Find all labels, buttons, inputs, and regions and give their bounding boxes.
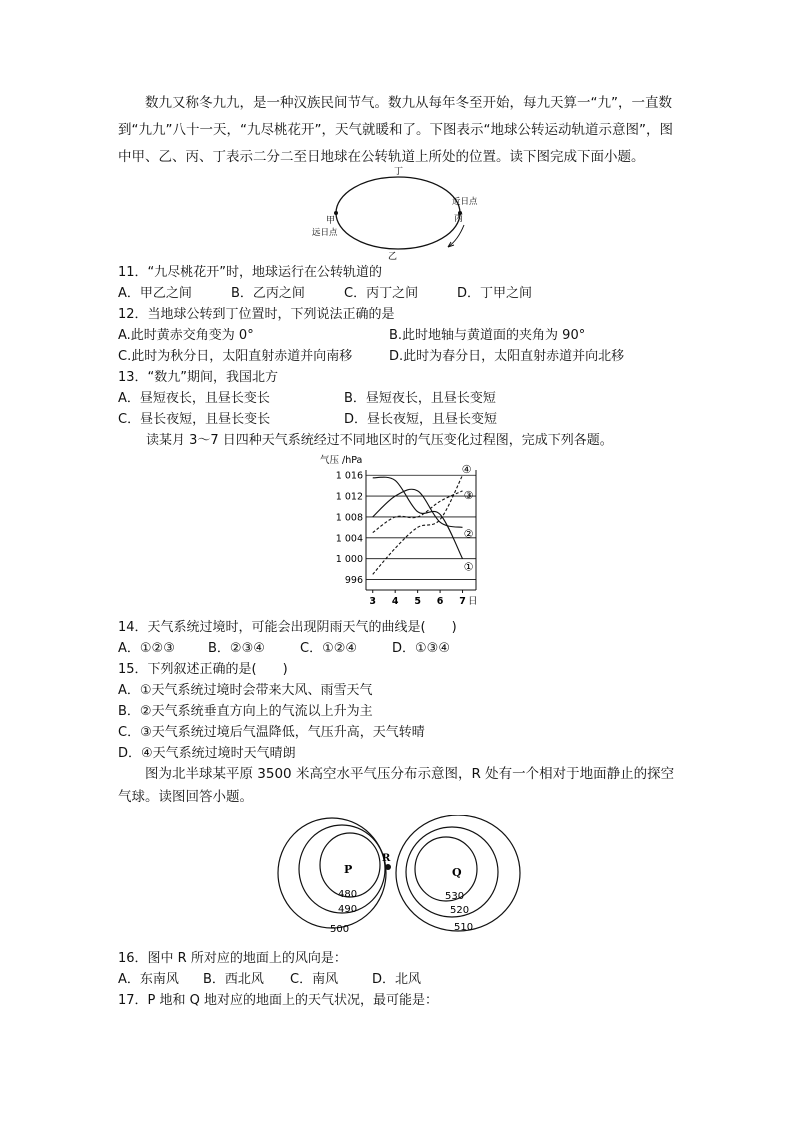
balloon-r-point	[385, 864, 391, 870]
orbit-diagram	[300, 165, 500, 265]
q14-option-a[interactable]: A．①②③	[118, 641, 175, 656]
q11-stem: 11．“九尽桃花开”时，地球运行在公转轨道的	[118, 265, 383, 280]
label-510: 510	[454, 922, 474, 933]
q17-stem: 17．P 地和 Q 地对应的地面上的天气状况，最可能是：	[118, 993, 439, 1008]
q12-option-d[interactable]: D.此时为春分日，太阳直射赤道并向北移	[389, 349, 625, 364]
q16-stem: 16．图中 R 所对应的地面上的风向是：	[118, 951, 347, 966]
q13-option-d[interactable]: D．昼长夜短，且昼长变短	[344, 412, 498, 427]
chart-series-label: ③	[463, 488, 474, 502]
q16-option-c[interactable]: C．南风	[290, 972, 339, 987]
chart-x-tick-label: 5	[414, 596, 421, 607]
chart-x-tick-label: 3	[369, 596, 377, 607]
chart-y-tick-label: 1 012	[335, 491, 363, 503]
pressure-chart	[308, 452, 488, 608]
label-480: 480	[338, 889, 358, 900]
q13-option-c[interactable]: C．昼长夜短，且昼长变长	[118, 412, 271, 427]
label-500: 500	[330, 924, 350, 935]
q14-stem: 14．天气系统过境时，可能会出现阴雨天气的曲线是( )	[118, 620, 457, 635]
q13-option-b[interactable]: B．昼短夜长，且昼长变短	[344, 391, 496, 406]
q15-stem: 15．下列叙述正确的是( )	[118, 662, 288, 677]
q12-stem: 12．当地球公转到丁位置时，下列说法正确的是	[118, 307, 395, 322]
q11-option-d[interactable]: D．丁甲之间	[457, 286, 533, 301]
label-p: P	[344, 863, 353, 876]
label-q: Q	[452, 866, 462, 879]
orbit-label-yi: 乙	[388, 252, 398, 262]
q15-option-a[interactable]: A．①天气系统过境时会带来大风、雨雪天气	[118, 683, 373, 698]
orbit-ellipse	[336, 177, 460, 249]
chart-y-tick-label: 1 008	[335, 512, 363, 524]
q14-option-b[interactable]: B．②③④	[208, 641, 265, 656]
chart-x-tick-label: 6	[436, 596, 444, 607]
chart-y-axis-label: 气压 /hPa	[320, 455, 363, 466]
chart-x-tick-label: 4	[391, 596, 399, 607]
label-530: 530	[445, 891, 465, 902]
q15-option-b[interactable]: B．②天气系统垂直方向上的气流以上升为主	[118, 704, 373, 719]
label-r: R	[382, 853, 391, 864]
orbit-label-aphelion: 远日点	[312, 228, 338, 238]
earth-position-aphelion	[334, 211, 338, 215]
q13-stem: 13．“数九”期间，我国北方	[118, 370, 279, 385]
q13-option-a[interactable]: A．昼短夜长，且昼长变长	[118, 391, 270, 406]
q12-option-c[interactable]: C.此时为秋分日，太阳直射赤道并向南移	[118, 349, 353, 364]
intro-paragraph-1: 数九又称冬九九，是一种汉族民间节气。数九从每年冬至开始，每九天算一“九”，一直数到“九九”八十一天，“九尽桃花开”，天气就暖和了。下图表示“地球公转运动轨道示意图”，图中甲、乙、丙、丁表示二分二至日地球在公转轨道上所处的位置。读下图完成下面小题。	[118, 95, 673, 165]
intro-paragraph-3: 图为北半球某平原 3500 米高空水平气压分布示意图，R 处有一个相对于地面静止的探空气球。读图回答小题。	[118, 766, 675, 805]
q12-option-a[interactable]: A.此时黄赤交角变为 0°	[118, 328, 254, 343]
chart-series-label: ①	[463, 560, 474, 574]
chart-y-tick-label: 1 004	[335, 533, 363, 545]
q11-option-b[interactable]: B．乙丙之间	[231, 286, 305, 301]
q11-option-c[interactable]: C．丙丁之间	[344, 286, 419, 301]
q14-option-c[interactable]: C．①②④	[300, 641, 358, 656]
orbit-label-jia: 甲	[326, 216, 336, 226]
q12-option-b[interactable]: B.此时地轴与黄道面的夹角为 90°	[389, 328, 586, 343]
q15-option-c[interactable]: C．③天气系统过境后气温降低，气压升高，天气转晴	[118, 725, 425, 740]
q16-option-b[interactable]: B．西北风	[203, 972, 264, 987]
chart-y-tick-label: 996	[344, 575, 363, 587]
chart-x-axis-label: 日	[468, 596, 478, 607]
chart-series-line	[373, 475, 463, 574]
isobar-diagram	[270, 815, 530, 940]
intro-paragraph-2: 读某月 3～7 日四种天气系统经过不同地区时的气压变化过程图，完成下列各题。	[146, 433, 613, 448]
q15-option-d[interactable]: D．④天气系统过境时天气晴朗	[118, 746, 296, 761]
chart-y-tick-label: 1 016	[335, 470, 363, 482]
orbit-label-bing: 丙	[454, 214, 464, 224]
chart-series-label: ②	[463, 527, 474, 541]
q11-option-a[interactable]: A．甲乙之间	[118, 286, 192, 301]
q16-option-d[interactable]: D．北风	[372, 972, 422, 987]
orbit-label-ding: 丁	[394, 167, 404, 177]
chart-series-line	[373, 477, 463, 559]
q14-option-d[interactable]: D．①③④	[392, 641, 450, 656]
chart-y-tick-label: 1 000	[335, 554, 363, 566]
label-490: 490	[338, 904, 358, 915]
orbit-label-perihelion: 近日点	[452, 197, 478, 207]
q16-option-a[interactable]: A．东南风	[118, 972, 179, 987]
label-520: 520	[450, 905, 470, 916]
chart-x-tick-label: 7	[459, 596, 466, 607]
chart-series-label: ④	[461, 463, 472, 477]
